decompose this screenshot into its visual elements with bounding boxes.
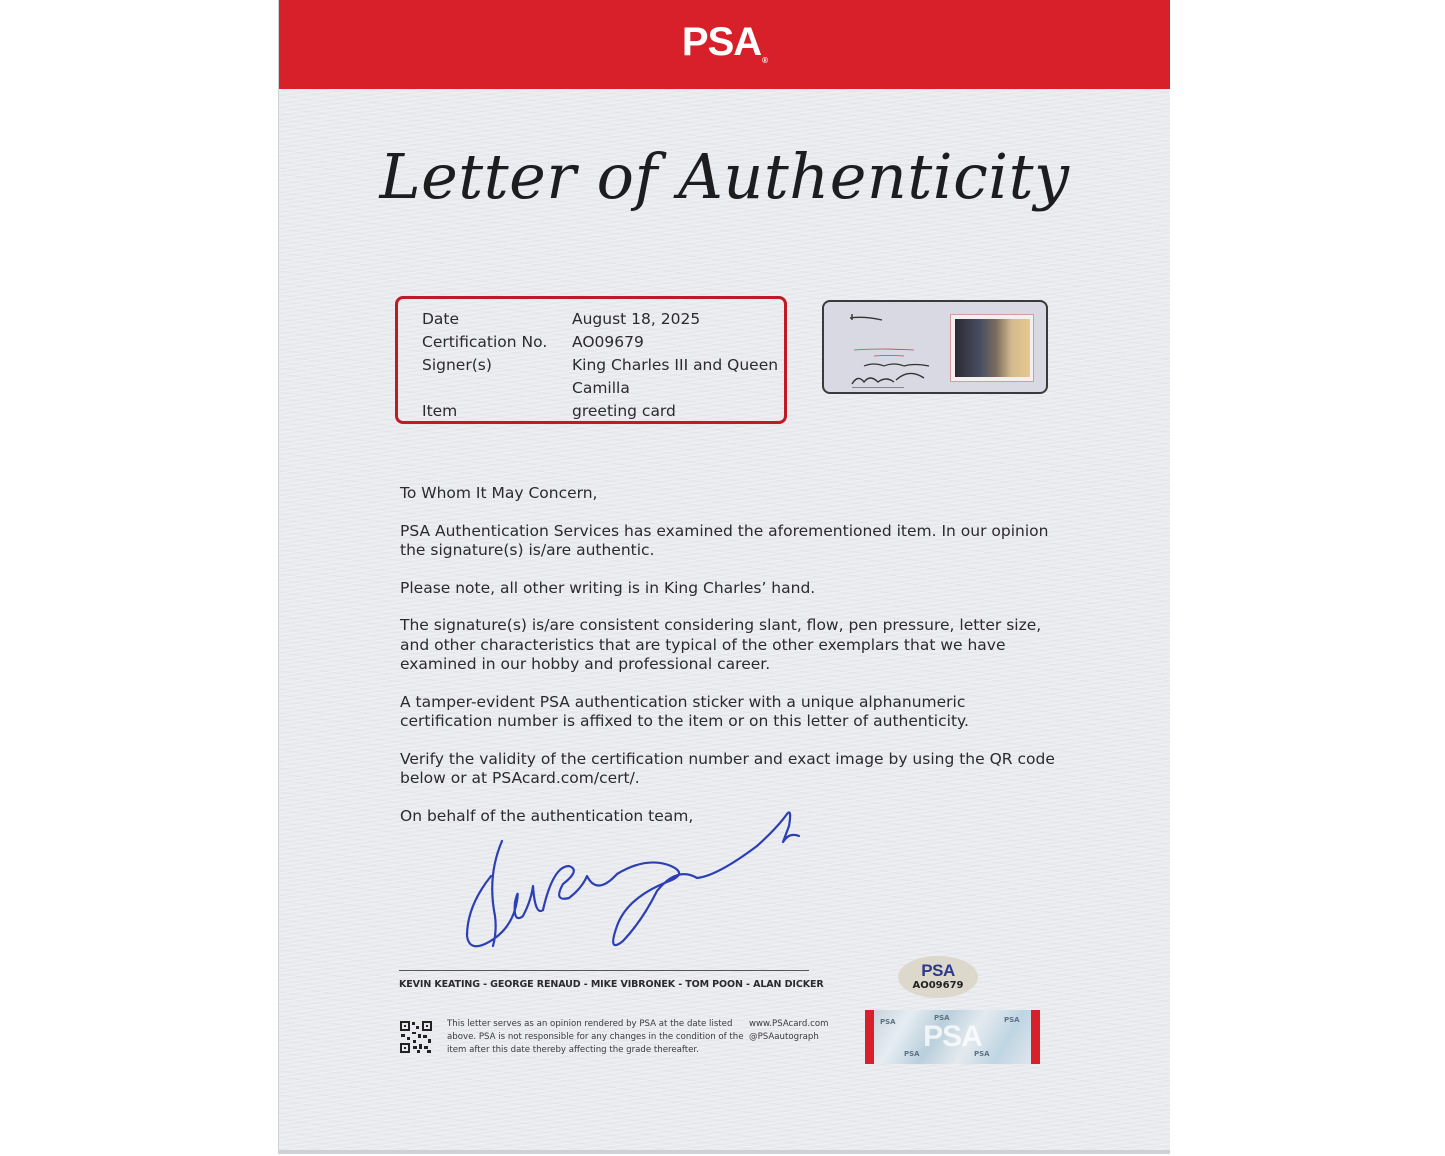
letter-page	[278, 0, 1170, 1154]
certificate-info-box	[395, 296, 787, 424]
disclaimer-text: This letter serves as an opinion rendered by PSA at the date listed above. PSA is not responsible for any changes in the condition of the item after this date thereby affecting the grade thereafter.	[447, 1019, 744, 1055]
handwriting-icon	[834, 308, 944, 388]
hologram-mini-logo: PSA	[880, 1018, 896, 1026]
psa-logo-text: PSA	[681, 20, 762, 64]
info-label: Signer(s)	[422, 356, 492, 374]
authentication-sticker	[898, 956, 978, 998]
item-photo	[955, 319, 1030, 377]
registered-mark: ®	[762, 56, 768, 65]
photo-frame	[950, 314, 1034, 382]
hologram-mini-logo: PSA	[904, 1050, 920, 1058]
info-row-item	[422, 400, 784, 423]
info-row-signers-cont	[422, 377, 784, 400]
info-value: AO09679	[572, 333, 644, 351]
sticker-cert-number: AO09679	[912, 980, 964, 991]
hologram-sticker	[865, 1010, 1040, 1064]
contact-info	[749, 1018, 828, 1044]
info-row-date	[422, 308, 784, 331]
info-label	[422, 377, 572, 400]
page-title: Letter of Authenticity	[379, 140, 1070, 213]
website-link[interactable]: www.PSAcard.com	[749, 1019, 829, 1029]
sticker-psa-logo	[898, 962, 978, 979]
info-value: greeting card	[572, 402, 676, 420]
sticker-logo-text: PSA	[921, 961, 955, 980]
hologram-mini-logo: PSA	[1004, 1016, 1020, 1024]
hologram-psa-mark: PSA	[923, 1020, 982, 1053]
item-thumbnail	[822, 300, 1048, 394]
hologram-mini-logo: PSA	[934, 1014, 950, 1022]
qr-code-icon[interactable]	[399, 1020, 433, 1054]
info-label: Date	[422, 310, 460, 328]
closing: On behalf of the authentication team,	[400, 806, 694, 825]
info-value: Camilla	[572, 379, 630, 397]
hologram-mini-logo: PSA	[974, 1050, 990, 1058]
paragraph-examined: PSA Authentication Services has examined the aforementioned item. In our opinion the signature(s) is/are authentic.	[400, 521, 1049, 559]
letter-body	[400, 484, 1060, 844]
paragraph-verify: Verify the validity of the certification number and exact image by using the QR code below or at PSAcard.com/cert/.	[400, 749, 1055, 787]
info-value: King Charles III and Queen	[572, 356, 779, 374]
signature-icon	[457, 806, 817, 956]
paragraph-note: Please note, all other writing is in King Charles’ hand.	[400, 578, 816, 597]
info-label: Item	[422, 402, 458, 420]
salutation: To Whom It May Concern,	[400, 484, 598, 502]
paragraph-consistency: The signature(s) is/are consistent considering slant, flow, pen pressure, letter size, and other characteristics that are typical of the other exemplars that we have examined in our hobby and professional career.	[400, 616, 1042, 673]
signature-line	[399, 970, 809, 971]
info-label: Certification No.	[422, 333, 548, 351]
psa-logo	[279, 20, 1170, 65]
social-handle: @PSAautograph	[749, 1032, 819, 1042]
authentication-team-names: KEVIN KEATING - GEORGE RENAUD - MIKE VIBRONEK - TOM POON - ALAN DICKER	[399, 979, 824, 990]
header-bar	[279, 0, 1170, 89]
info-value: August 18, 2025	[572, 310, 701, 328]
info-row-signers	[422, 354, 784, 377]
info-row-cert-number	[422, 331, 784, 354]
paragraph-sticker: A tamper-evident PSA authentication sticker with a unique alphanumeric certification number is affixed to the item or on this letter of authenticity.	[400, 692, 969, 730]
